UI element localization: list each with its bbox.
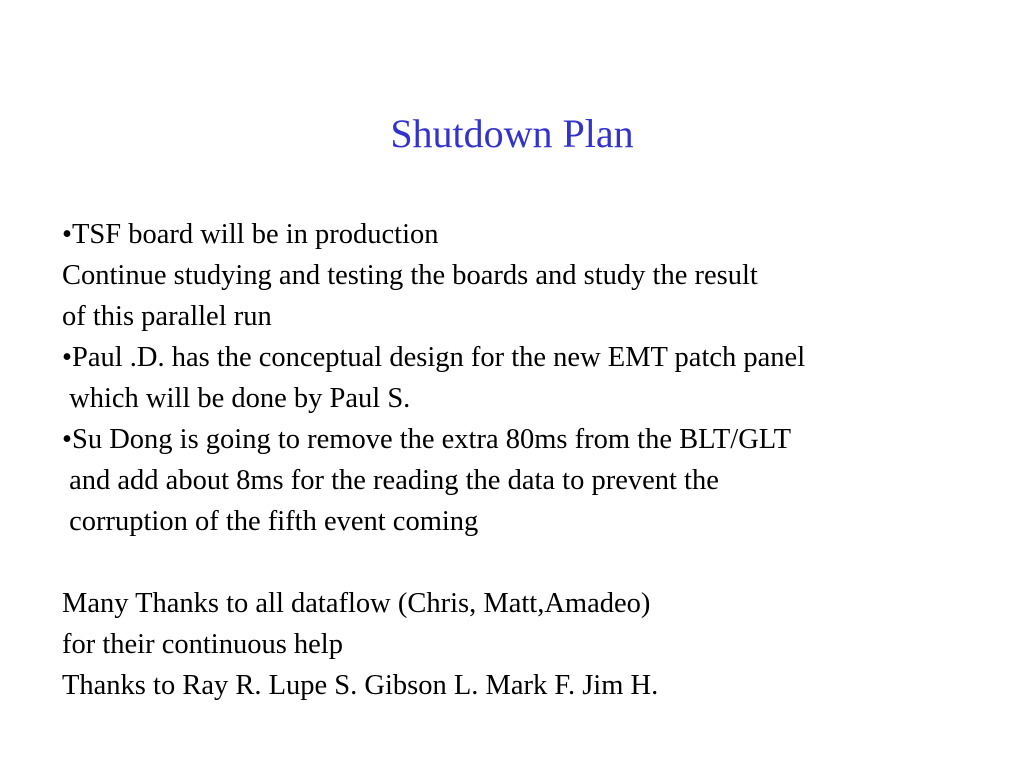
bullet-tsf-board: •TSF board will be in production: [62, 219, 439, 250]
thanks-line: Thanks to Ray R. Lupe S. Gibson L. Mark F. Jim H.: [62, 670, 659, 701]
bullet-paul-d: •Paul .D. has the conceptual design for the new EMT patch panel: [62, 342, 806, 373]
text-line: and add about 8ms for the reading the data to prevent the: [62, 465, 719, 496]
slide-body: [62, 214, 1002, 706]
thanks-line: for their continuous help: [62, 629, 343, 660]
slide-title: Shutdown Plan: [390, 111, 634, 156]
text-line: which will be done by Paul S.: [62, 383, 411, 414]
thanks-line: Many Thanks to all dataflow (Chris, Matt,Amadeo): [62, 588, 651, 619]
paragraph-gap: [62, 542, 1002, 583]
bullet-su-dong: •Su Dong is going to remove the extra 80ms from the BLT/GLT: [62, 424, 792, 455]
text-line: Continue studying and testing the boards and study the result: [62, 260, 758, 291]
text-line: of this parallel run: [62, 301, 272, 332]
text-line: corruption of the fifth event coming: [62, 506, 479, 537]
